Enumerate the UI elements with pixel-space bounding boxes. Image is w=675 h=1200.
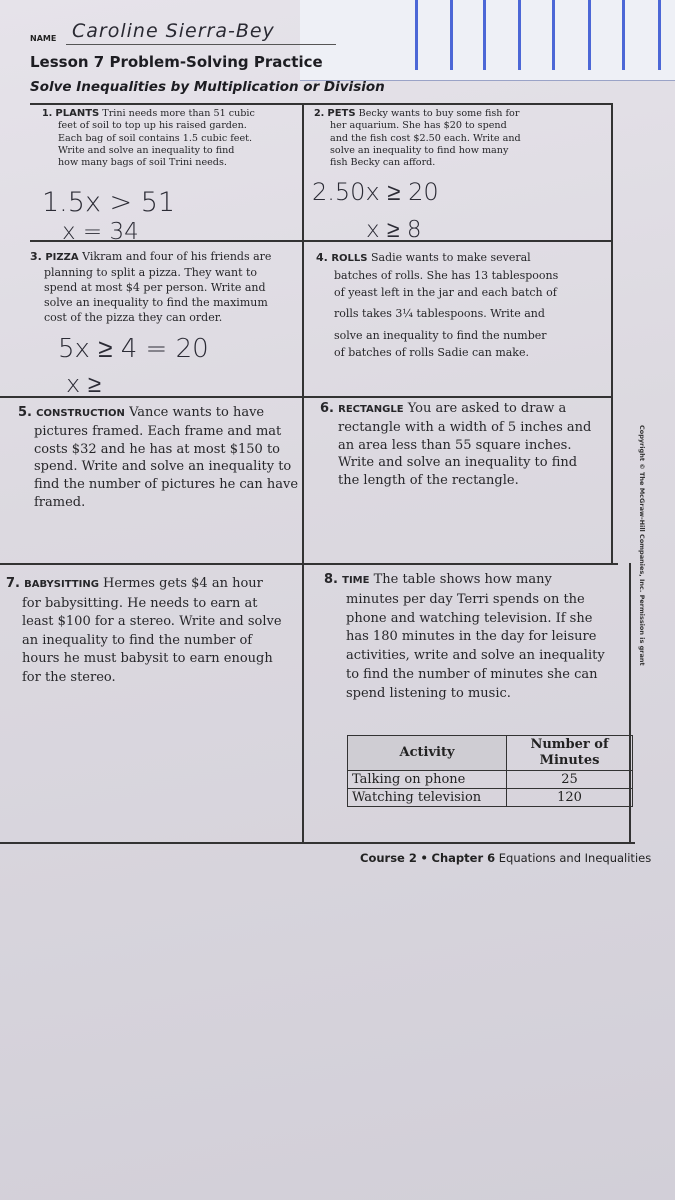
grid-top-border (30, 103, 613, 105)
copyright-notice: Copyright © The McGraw-Hill Companies, Inc. Permission is grant (638, 425, 646, 666)
table-header-minutes: Number of Minutes (507, 736, 633, 771)
name-underline (66, 44, 336, 45)
problem-5: 5. CONSTRUCTION Vance wants to have pictures framed. Each frame and mat costs $32 and he has at most $150 to spend. Write and solve an inequality to find the number of pictures he can have framed. (18, 405, 299, 510)
problem-1-work-line-2: x = 34 (62, 219, 139, 245)
table-cell-minutes: 25 (507, 771, 633, 789)
problem-6: 6. RECTANGLE You are asked to draw a rectangle with a width of 5 inches and an area less than 55 square inches. Write and solve an inequality to find the length of the rectangle. (320, 401, 592, 489)
problem-7: 7. BABYSITTING Hermes gets $4 an hour for babysitting. He needs to earn at least $100 for a stereo. Write and solve an inequality to find the number of hours he must babysit to earn enough for the stereo. (6, 576, 282, 685)
table-cell-activity: Watching television (348, 789, 507, 807)
problem-1-work-line-1: 1.5x > 51 (42, 187, 176, 218)
lesson-title: Lesson 7 Problem-Solving Practice (30, 53, 323, 71)
activity-minutes-table (347, 735, 633, 807)
notebook-paper-corner (300, 0, 675, 81)
problem-1: 1. PLANTS Trini needs more than 51 cubic feet of soil to top up his raised garden. Each bag of soil contains 1.5 cubic feet. Write and solve an inequality to find how many bags of soil Trini needs. (42, 108, 255, 169)
grid-center-divider (302, 103, 304, 843)
grid-right-border (611, 103, 613, 563)
table-header-row (348, 736, 633, 771)
table-cell-minutes: 120 (507, 789, 633, 807)
table-header-activity: Activity (348, 736, 507, 771)
problem-3-work-line-1: 5x ≥ 4 = 20 (58, 334, 209, 364)
page-footer: Course 2 • Chapter 6 Equations and Inequalities (360, 851, 652, 865)
table-row (348, 789, 633, 807)
name-field (30, 26, 56, 45)
problem-2-work-line-1: 2.50x ≥ 20 (312, 178, 439, 206)
problem-2-work-line-2: x ≥ 8 (366, 217, 422, 243)
student-name-handwriting: Caroline Sierra-Bey (72, 20, 275, 42)
name-label: NAME (30, 34, 57, 43)
problem-2: 2. PETS Becky wants to buy some fish for her aquarium. She has $20 to spend and the fish cost $2.50 each. Write and solve an inequality to find how many fish Becky can afford. (314, 108, 521, 169)
problem-8: 8. TIME The table shows how many minutes per day Terri spends on the phone and watching television. If she has 180 minutes in the day for leisure activities, write and solve an inequality to find the number of minutes she can spend listening to music. (324, 572, 605, 701)
problem-3: 3. PIZZA Vikram and four of his friends are planning to split a pizza. They want to spend at most $4 per person. Write and solve an inequality to find the maximum cost of the pizza they can order. (30, 250, 272, 324)
table-row (348, 771, 633, 789)
problem-3-work-line-2: x ≥ (66, 370, 102, 398)
table-cell-activity: Talking on phone (348, 771, 507, 789)
grid-row-divider-3 (0, 563, 618, 565)
problem-4: 4. ROLLS Sadie wants to make several batches of rolls. She has 13 tablespoons of yeast left in the jar and each batch of rolls takes 3¼ tablespoons. Write and solve an inequality to find the number of batches of rolls Sadie can make. (316, 251, 559, 359)
lesson-subtitle: Solve Inequalities by Multiplication or Division (30, 79, 385, 95)
grid-bottom-border (0, 842, 635, 844)
